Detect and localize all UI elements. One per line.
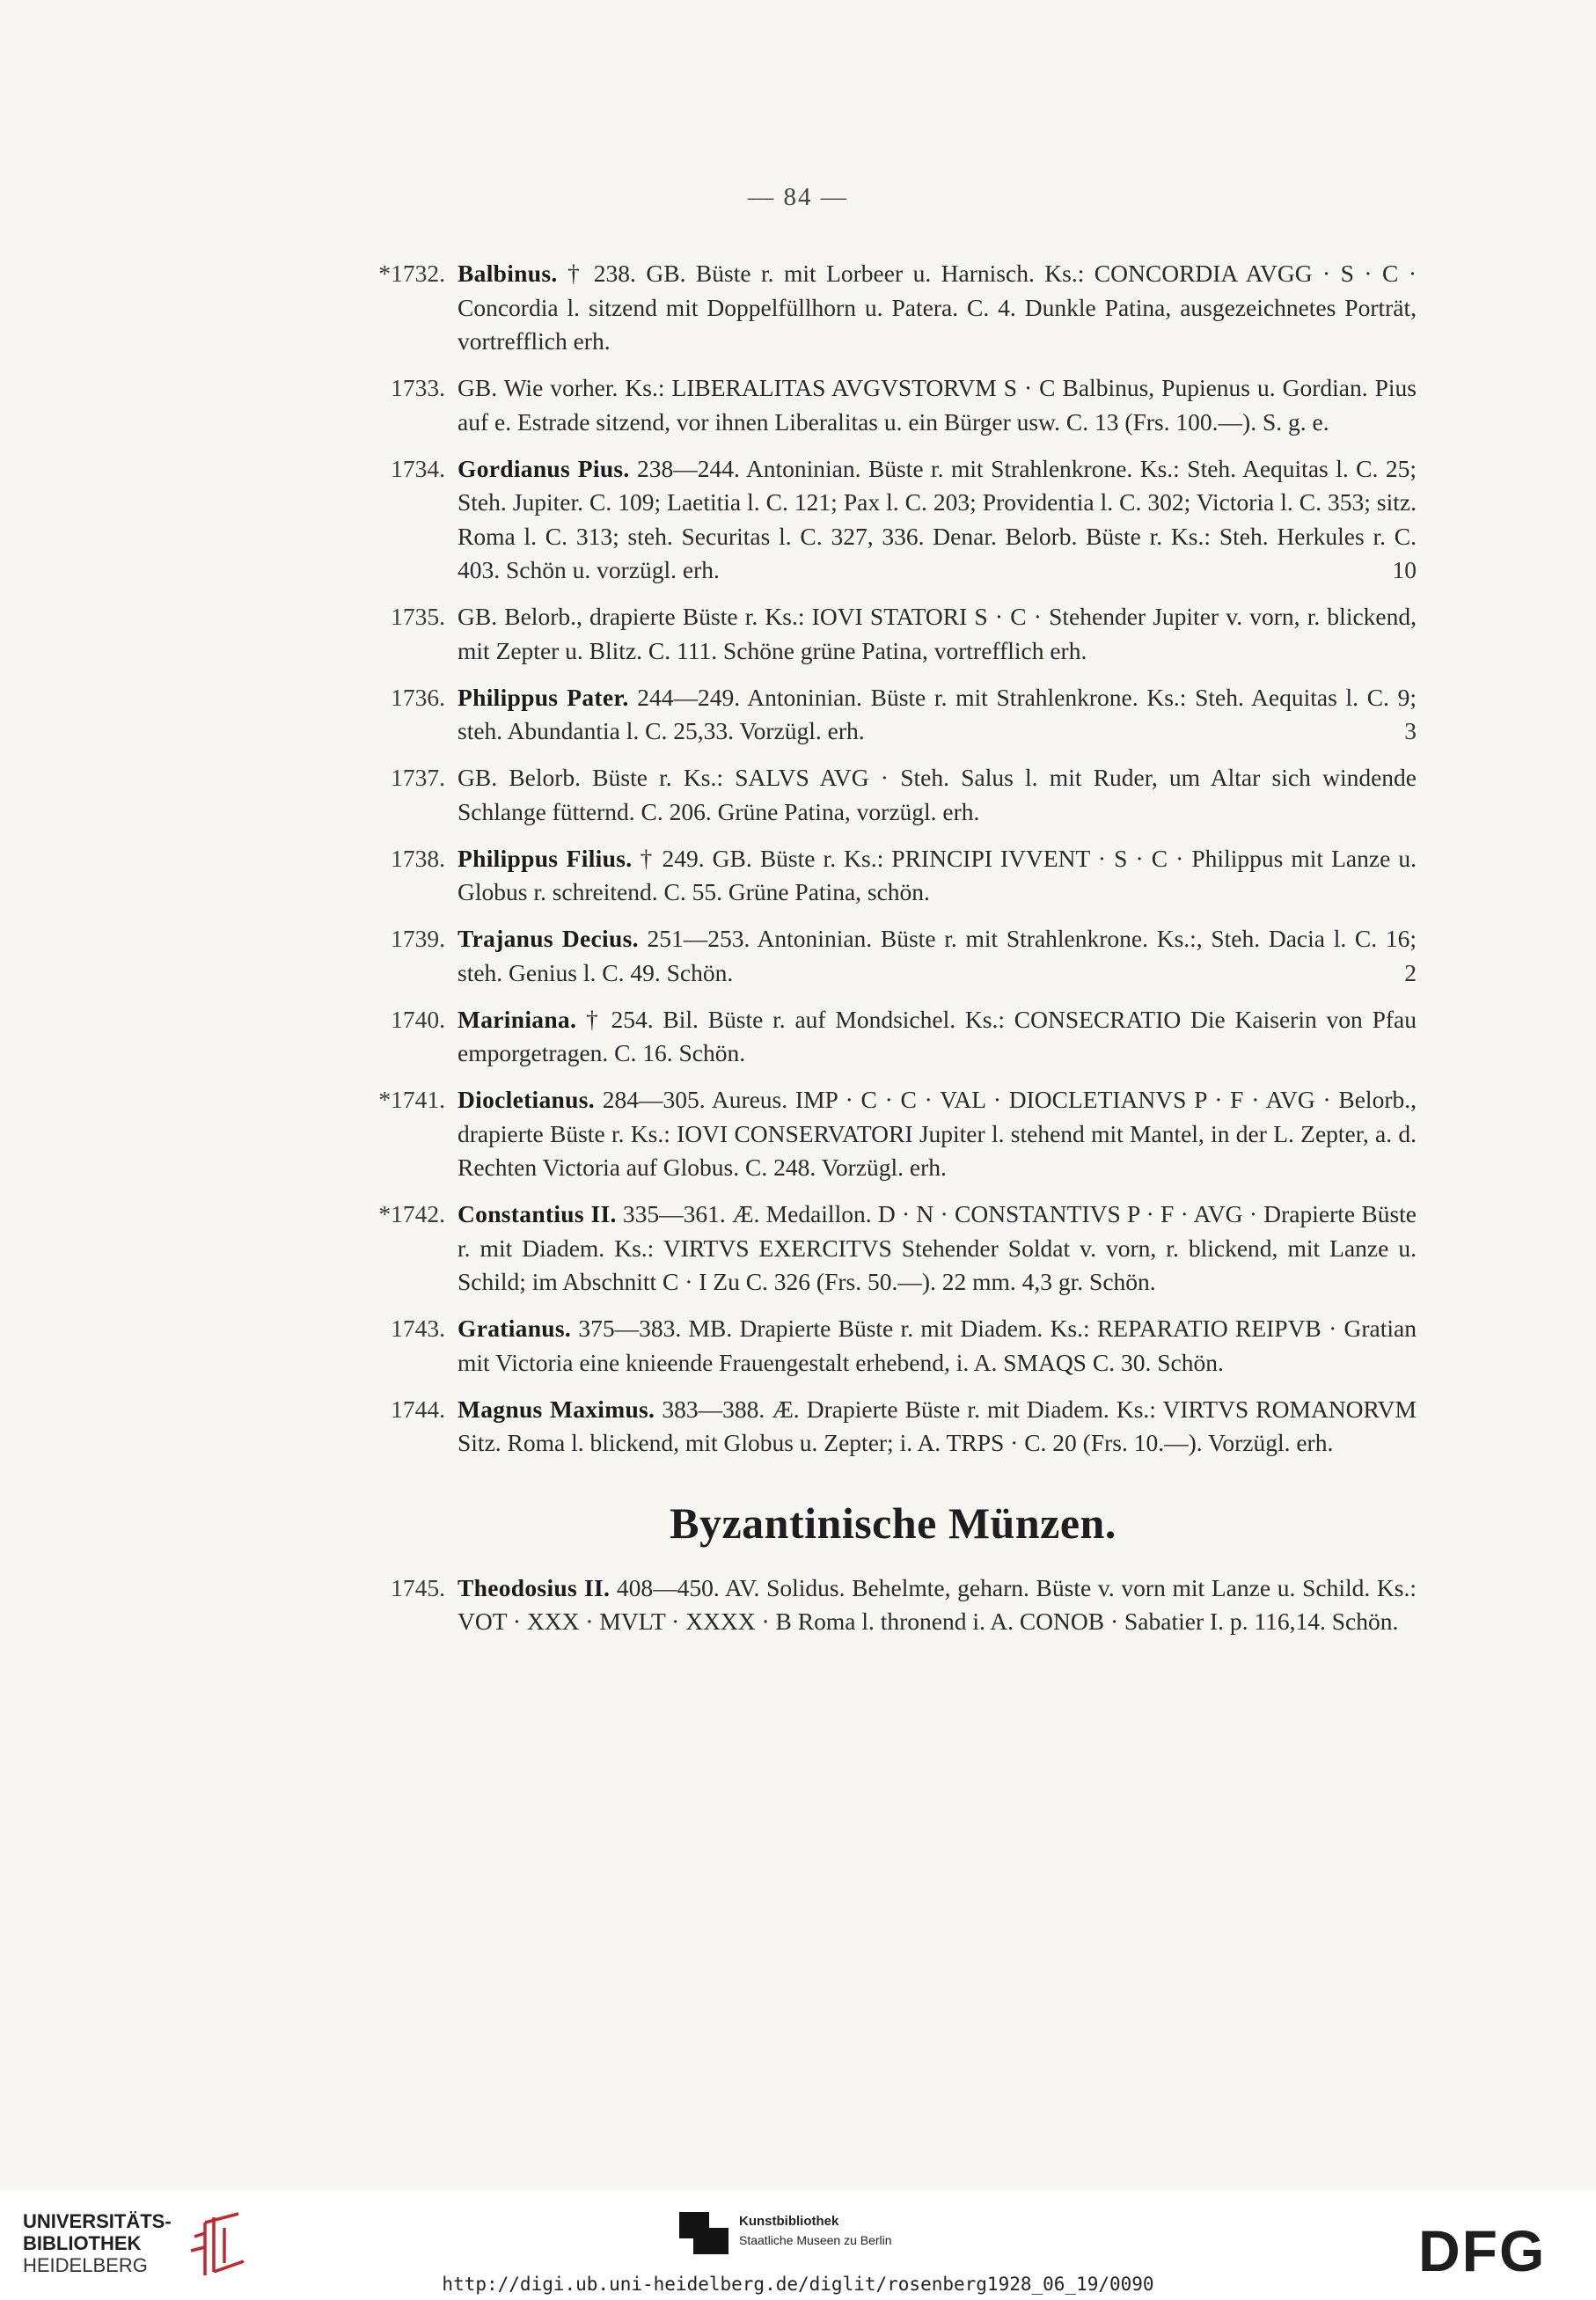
catalog-entry bbox=[370, 371, 1417, 439]
section-heading: Byzantinische Münzen. bbox=[670, 1498, 1116, 1548]
entry-description: † 254. Bil. Büste r. auf Mondsichel. Ks.: CONSECRATIO Die Kaiserin von Pfau emporgetragen. C. 16. Schön. bbox=[458, 1005, 1417, 1066]
entry-description: GB. Belorb., drapierte Büste r. Ks.: IOVI STATORI S · C · Stehender Jupiter v. vorn, r. blickend, mit Zepter u. Blitz. C. 111. Schöne grüne Patina, vortrefflich erh. bbox=[458, 603, 1417, 664]
entry-description: † 238. GB. Büste r. mit Lorbeer u. Harnisch. Ks.: CONCORDIA AVGG · S · C · Concordia l. sitzend mit Doppelfüllhorn u. Patera. C. 4. Dunkle Patina, ausgezeichnetes Porträt, vortrefflich erh. bbox=[458, 260, 1417, 355]
entry-ruler: Trajanus Decius. bbox=[458, 925, 639, 952]
catalog-entry bbox=[370, 1198, 1417, 1300]
ub-logo-text bbox=[23, 2210, 172, 2276]
entry-number: 1740. bbox=[391, 1005, 445, 1033]
entry-ruler: Magnus Maximus. bbox=[458, 1395, 655, 1423]
entry-ruler: Gratianus. bbox=[458, 1315, 572, 1342]
catalog-entry bbox=[370, 681, 1417, 749]
entry-ruler: Constantius II. bbox=[458, 1200, 617, 1227]
entry-number: *1732. bbox=[378, 260, 445, 287]
entry-ruler: Gordianus Pius. bbox=[458, 454, 630, 482]
entry-description: 284—305. Aureus. IMP · C · C · VAL · DIOCLETIANVS P · F · AVG · Belorb., drapierte Büste r. Ks.: IOVI CONSERVATORI Jupiter l. stehend mit Mantel, in der L. Zepter, a. d. Rechten Victoria auf Globus. C. 248. Vorzügl. erh. bbox=[458, 1086, 1417, 1181]
kb-line-1: Kunstbibliothek bbox=[739, 2214, 839, 2229]
catalog-entry bbox=[370, 1312, 1417, 1380]
entry-description: 375—383. MB. Drapierte Büste r. mit Diadem. Ks.: REPARATIO REIPVB · Gratian mit Victoria eine knieende Frauengestalt erhebend, i. A. SMAQS C. 30. Schön. bbox=[458, 1315, 1417, 1376]
entry-ruler: Diocletianus. bbox=[458, 1086, 595, 1113]
catalog-entry bbox=[370, 761, 1417, 829]
catalog-entry bbox=[370, 452, 1417, 588]
entry-price: 10 bbox=[1392, 556, 1417, 583]
entry-number: 1745. bbox=[391, 1573, 445, 1601]
entry-number: 1734. bbox=[391, 454, 445, 482]
byzantine-coins-group bbox=[370, 1571, 1417, 1639]
catalog-entry bbox=[370, 1571, 1417, 1639]
entry-number: *1742. bbox=[378, 1200, 445, 1227]
entry-number: 1744. bbox=[391, 1395, 445, 1423]
entry-ruler: Theodosius II. bbox=[458, 1573, 611, 1601]
entry-ruler: Philippus Filius. bbox=[458, 844, 633, 872]
entry-number: *1741. bbox=[378, 1086, 445, 1113]
page-number: — 84 — bbox=[748, 183, 848, 211]
entry-ruler: Balbinus. bbox=[458, 260, 558, 287]
roman-coins-group bbox=[370, 257, 1417, 1461]
entry-number: 1738. bbox=[391, 844, 445, 872]
catalog-entry bbox=[370, 842, 1417, 910]
entries-list bbox=[370, 257, 1417, 1652]
kunstbibliothek-text bbox=[739, 2212, 892, 2249]
ub-line-3: HEIDELBERG bbox=[23, 2254, 148, 2276]
catalog-entry bbox=[370, 1003, 1417, 1071]
entry-number: 1737. bbox=[391, 764, 445, 791]
catalog-entry bbox=[370, 1083, 1417, 1185]
catalog-entry bbox=[370, 922, 1417, 990]
entry-description: 238—244. Antoninian. Büste r. mit Strahlenkrone. Ks.: Steh. Aequitas l. C. 25; Steh. Jupiter. C. 109; Laetitia l. C. 121; Pax l. C. 203; Providentia l. C. 302; Victoria l. C. 353; sitz. Roma l. C. 313; steh. Securitas l. C. 327, 336. Denar. Belorb. Büste r. Ks.: Steh. Herkules r. C. 403. Schön u. vorzügl. erh. bbox=[458, 454, 1417, 583]
ub-emblem-icon bbox=[187, 2210, 249, 2283]
entry-price: 3 bbox=[1404, 717, 1417, 744]
entry-description: GB. Belorb. Büste r. Ks.: SALVS AVG · Steh. Salus l. mit Ruder, um Altar sich windende Schlange fütternd. C. 206. Grüne Patina, vorzügl. erh. bbox=[458, 764, 1417, 825]
entry-number: 1739. bbox=[391, 925, 445, 952]
ub-line-1: UNIVERSITÄTS- bbox=[23, 2210, 172, 2232]
kb-line-2: Staatliche Museen zu Berlin bbox=[739, 2233, 892, 2247]
footer-bar bbox=[0, 2191, 1596, 2300]
entry-ruler: Mariniana. bbox=[458, 1005, 577, 1033]
ub-line-2: BIBLIOTHEK bbox=[23, 2232, 142, 2254]
catalog-entry bbox=[370, 1393, 1417, 1461]
entry-description: 335—361. Æ. Medaillon. D · N · CONSTANTIVS P · F · AVG · Drapierte Büste r. mit Diadem. Ks.: VIRTVS EXERCITVS Stehender Soldat v. vorn, r. blickend, mit Lanze u. Schild; im Abschnitt C · I Zu C. 326 (Frs. 50.—). 22 mm. 4,3 gr. Schön. bbox=[458, 1200, 1417, 1295]
entry-number: 1736. bbox=[391, 683, 445, 711]
entry-price: 2 bbox=[1404, 958, 1417, 986]
catalog-entry bbox=[370, 257, 1417, 359]
entry-description: 408—450. AV. Solidus. Behelmte, geharn. Büste v. vorn mit Lanze u. Schild. Ks.: VOT · XXX · MVLT · XXXX · B Roma l. thronend i. A. CONOB · Sabatier I. p. 116,14. Schön. bbox=[458, 1573, 1417, 1635]
ub-heidelberg-logo[interactable] bbox=[23, 2210, 249, 2283]
entry-description: 251—253. Antoninian. Büste r. mit Strahlenkrone. Ks.:, Steh. Dacia l. C. 16; steh. Genius l. C. 49. Schön. bbox=[458, 925, 1417, 986]
kunstbibliothek-emblem-icon bbox=[679, 2212, 728, 2259]
entry-description: GB. Wie vorher. Ks.: LIBERALITAS AVGVSTORVM S · C Balbinus, Pupienus u. Gordian. Pius auf e. Estrade sitzend, vor ihnen Liberalitas u. ein Bürger usw. C. 13 (Frs. 100.—). S. g. e. bbox=[458, 374, 1417, 436]
entry-ruler: Philippus Pater. bbox=[458, 683, 629, 711]
entry-description: 244—249. Antoninian. Büste r. mit Strahlenkrone. Ks.: Steh. Aequitas l. C. 9; steh. Abundantia l. C. 25,33. Vorzügl. erh. bbox=[458, 683, 1417, 744]
entry-number: 1743. bbox=[391, 1315, 445, 1342]
entry-description: † 249. GB. Büste r. Ks.: PRINCIPI IVVENT · S · C · Philippus mit Lanze u. Globus r. schreitend. C. 55. Grüne Patina, schön. bbox=[458, 844, 1417, 905]
entry-number: 1733. bbox=[391, 374, 445, 401]
dfg-logo[interactable]: DFG bbox=[1418, 2218, 1547, 2283]
catalog-entry bbox=[370, 600, 1417, 668]
source-url-link[interactable]: http://digi.ub.uni-heidelberg.de/diglit/rosenberg1928_06_19/0090 bbox=[442, 2274, 1154, 2295]
entry-number: 1735. bbox=[391, 603, 445, 630]
entry-description: 383—388. Æ. Drapierte Büste r. mit Diadem. Ks.: VIRTVS ROMANORVM Sitz. Roma l. blickend, mit Globus u. Zepter; i. A. TRPS · C. 20 (Frs. 10.—). Vorzügl. erh. bbox=[458, 1395, 1417, 1456]
